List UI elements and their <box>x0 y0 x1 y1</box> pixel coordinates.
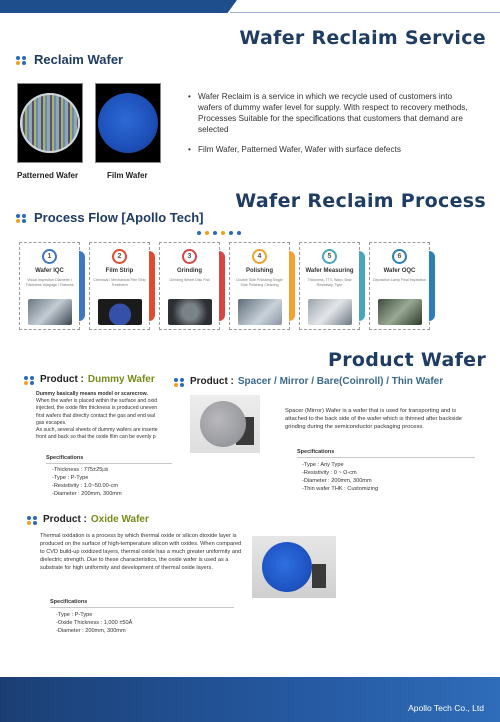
product-prefix: Product : <box>40 374 84 385</box>
oxide-spec-title: Specifications <box>50 599 88 605</box>
process-step-card <box>89 242 150 330</box>
step-label: Wafer OQC <box>383 268 416 274</box>
text-line: As such, several sheets of dummy wafers are inserte <box>36 427 158 434</box>
dots-icon <box>174 378 186 386</box>
step-label: Film Strip <box>105 268 134 274</box>
spec-item: -Diameter : 200mm, 300mm <box>56 628 126 634</box>
step-description: Visual Inspection Diameter / Thickness Warpage / Flatness <box>25 278 74 287</box>
spec-item: -Resistivity : 0 ~ Ω-cm <box>302 470 357 476</box>
process-step-card <box>19 242 80 330</box>
dots-icon <box>24 376 36 384</box>
spec-item: -Type : P-Type <box>52 475 89 481</box>
oxide-description: Thermal oxidation is a process by which thermal oxide or silicon dioxide layer is produced on the surface of high-temperature silicon with oxides. When compared to CVD build-up oxidized layers, thermal oxide has a much greater uniformity and dielectric strength. Due to these characteristics, the oxide wafer is used as a substrate for high uniformity and development of thermal oxide layers. <box>40 533 242 571</box>
text-line: injected, the oxide film thickness is produced uneven <box>36 405 158 412</box>
step-photo <box>238 299 282 325</box>
spec-item: -Thickness : 775±25㎛ <box>52 467 108 473</box>
text-line: When the wafer is placed within the surface and oxid <box>36 398 158 405</box>
header-rule <box>230 12 500 13</box>
film-wafer-caption: Film Wafer <box>107 171 148 180</box>
spacer-heading <box>174 376 443 387</box>
text-line: Dummy basically means model or scarecrow. <box>36 391 148 397</box>
patterned-wafer-image <box>17 83 83 163</box>
process-step-card <box>229 242 290 330</box>
header-accent-bar <box>0 0 237 13</box>
dots-icon <box>27 516 39 524</box>
step-number: 3 <box>182 249 197 264</box>
spacer-spec-title: Specifications <box>297 449 335 455</box>
divider <box>50 607 234 608</box>
step-description: Deposition Lamp Final Inspection <box>372 278 427 282</box>
bullet-item: • Film Wafer, Patterned Wafer, Wafer with surface defects <box>188 144 478 155</box>
dummy-heading <box>24 374 155 385</box>
step-description: Double Side Polishing Single Side Polishing Cleaning <box>236 278 283 287</box>
reclaim-bullet-list <box>188 91 478 164</box>
product-prefix: Product : <box>190 376 234 387</box>
step-label: Wafer IQC <box>35 268 64 274</box>
company-name: Apollo Tech Co., Ltd <box>408 703 484 713</box>
spec-item: -Type : Any Type <box>302 462 344 468</box>
process-steps <box>19 242 430 330</box>
spec-item: -Diameter : 200mm, 300mm <box>52 491 122 497</box>
step-label: Polishing <box>246 268 273 274</box>
step-photo <box>378 299 422 325</box>
product-prefix: Product : <box>43 514 87 525</box>
step-number: 5 <box>322 249 337 264</box>
dummy-name: Dummy Wafer <box>87 374 155 385</box>
oxide-specs <box>56 611 132 635</box>
step-photo <box>98 299 142 325</box>
text-line: first wafers that directly contact the gas and end wal <box>36 412 156 419</box>
flow-dots-decoration <box>197 231 241 235</box>
text-line: gas escapes. <box>36 419 67 426</box>
step-number: 2 <box>112 249 127 264</box>
spec-item: -Thin wafer THK : Customizing <box>302 486 379 492</box>
step-photo <box>308 299 352 325</box>
step-label: Wafer Measuring <box>305 268 354 274</box>
dots-icon <box>16 214 28 222</box>
reclaim-heading: Reclaim Wafer <box>34 52 124 67</box>
spacer-name: Spacer / Mirror / Bare(Coinroll) / Thin Wafer <box>237 376 444 387</box>
process-heading: Process Flow [Apollo Tech] <box>34 210 204 225</box>
spec-item: -Oxide Thickness : 1,000 ±50Å <box>56 620 133 626</box>
process-title: Wafer Reclaim Process <box>235 190 486 212</box>
step-number: 6 <box>392 249 407 264</box>
spacer-specs <box>302 461 378 493</box>
footer-bar <box>0 677 500 722</box>
mirror-wafer-image <box>190 395 260 453</box>
process-step-card <box>159 242 220 330</box>
product-title: Product Wafer <box>328 349 486 371</box>
bullet-item: • Wafer Reclaim is a service in which we recycle used of customers into wafers of dummy wafer level for supply. With respect to recovery methods, Processes Suitable for the specifications that customers that demand are selected <box>188 91 478 135</box>
step-photo <box>28 299 72 325</box>
process-step-card <box>299 242 360 330</box>
oxide-wafer-image <box>252 536 336 598</box>
dots-icon <box>16 56 28 64</box>
process-heading-row <box>16 210 204 225</box>
step-photo <box>168 299 212 325</box>
reclaim-heading-row <box>16 52 123 67</box>
spec-item: -Resistivity : 1.0~50.00-cm <box>52 483 119 489</box>
service-title: Wafer Reclaim Service <box>239 27 486 49</box>
step-description: Thickness, TTV, Warp, Bow Resistivity, Type <box>307 278 352 287</box>
step-description: Grinding Wheel Disc Pad <box>169 278 210 282</box>
text-line: front and back so that the oxide film can be evenly p <box>36 434 156 441</box>
film-wafer-image <box>95 83 161 163</box>
step-description: Chemical / Mechanical Film Strip Treatment <box>93 278 146 287</box>
spec-item: -Diameter : 200mm, 300mm <box>302 478 372 484</box>
dummy-description <box>36 391 176 441</box>
step-number: 4 <box>252 249 267 264</box>
divider <box>297 457 475 458</box>
patterned-wafer-caption: Patterned Wafer <box>17 171 79 180</box>
process-step-card <box>369 242 430 330</box>
oxide-name: Oxide Wafer <box>90 514 149 525</box>
oxide-heading <box>27 514 149 525</box>
spacer-description: Spacer (Mirror) Wafer is a wafer that is used for transporting and is attached to the back side of the wafer which is thinned after backside grinding during the semiconductor packaging process. <box>285 408 462 430</box>
step-label: Grinding <box>177 268 202 274</box>
spec-item: -Type : P-Type <box>56 612 93 618</box>
dummy-spec-title: Specifications <box>46 455 84 461</box>
dummy-specs <box>52 466 122 498</box>
step-number: 1 <box>42 249 57 264</box>
divider <box>46 463 172 464</box>
